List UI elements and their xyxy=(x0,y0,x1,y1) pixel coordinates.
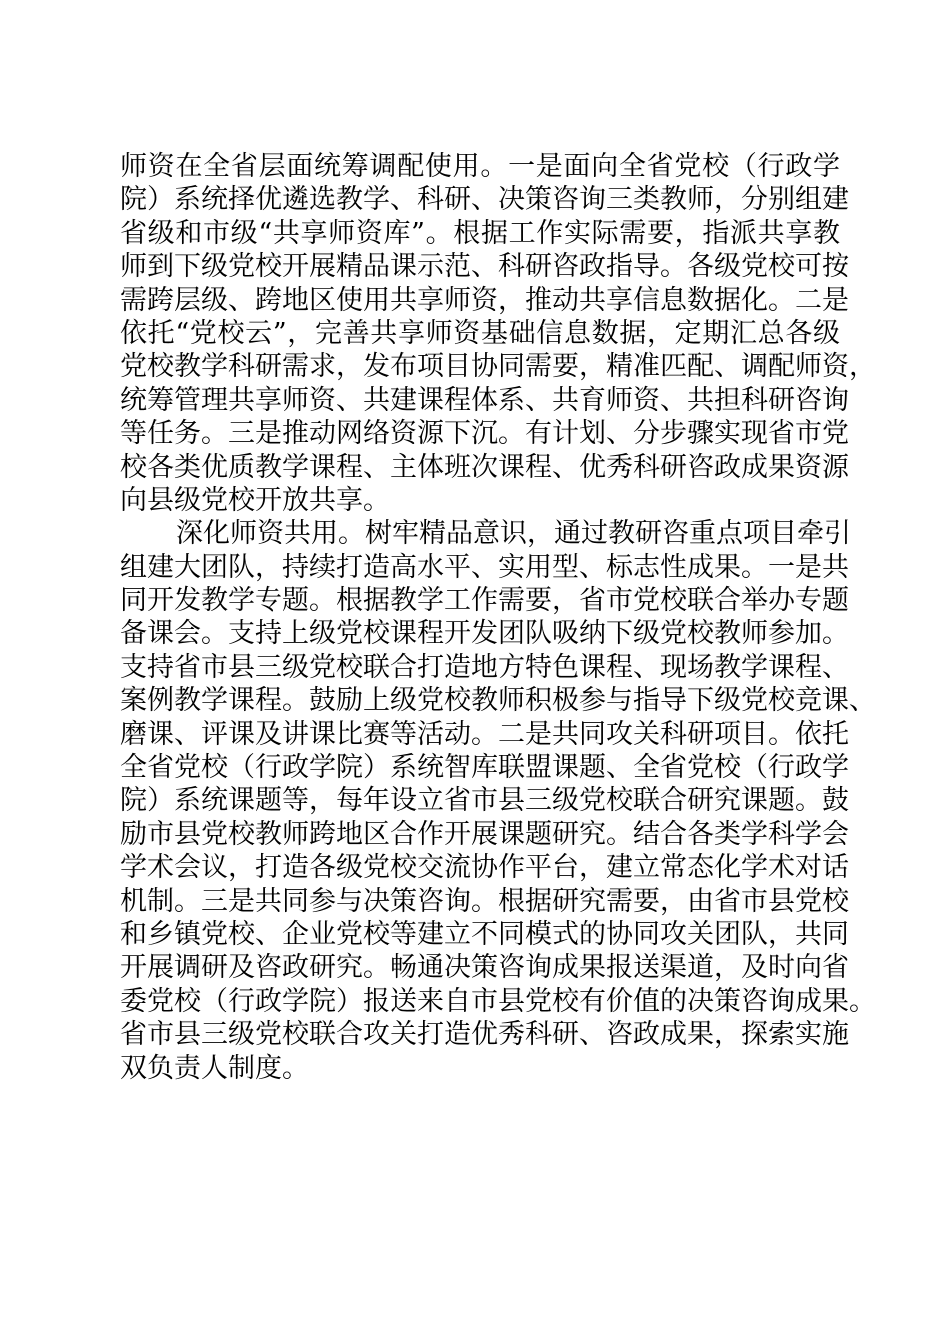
paragraph-line: 师到下级党校开展精品课示范、科研咨政指导。各级党校可按 xyxy=(120,251,849,283)
paragraph-line: 支持省市县三级党校联合打造地方特色课程、现场教学课程、 xyxy=(120,651,849,683)
paragraph-line: 备课会。支持上级党校课程开发团队吸纳下级党校教师参加。 xyxy=(120,618,849,650)
paragraph-line: 省级和市级“共享师资库”。根据工作实际需要，指派共享教 xyxy=(120,217,840,249)
paragraph-line: 委党校（行政学院）报送来自市县党校有价值的决策咨询成果。 xyxy=(120,985,876,1017)
paragraph-line: 党校教学科研需求，发布项目协同需要，精准匹配、调配师资， xyxy=(120,351,876,383)
paragraph-line: 磨课、评课及讲课比赛等活动。二是共同攻关科研项目。依托 xyxy=(120,718,849,750)
paragraph-line: 统筹管理共享师资、共建课程体系、共育师资、共担科研咨询 xyxy=(120,384,849,416)
paragraph-line: 依托“党校云”，完善共享师资基础信息数据，定期汇总各级 xyxy=(120,317,840,349)
document-body xyxy=(120,150,876,1085)
paragraph-line: 学术会议，打造各级党校交流协作平台，建立常态化学术对话 xyxy=(120,852,849,884)
paragraph-line: 组建大团队，持续打造高水平、实用型、标志性成果。一是共 xyxy=(120,551,849,583)
paragraph-line: 需跨层级、跨地区使用共享师资，推动共享信息数据化。二是 xyxy=(120,284,849,316)
paragraph-line: 向县级党校开放共享。 xyxy=(120,484,390,516)
paragraph-2 xyxy=(120,517,876,1085)
paragraph-line: 案例教学课程。鼓励上级党校教师积极参与指导下级党校竞课、 xyxy=(120,685,876,717)
paragraph-line: 校各类优质教学课程、主体班次课程、优秀科研咨政成果资源 xyxy=(120,451,849,483)
paragraph-line: 开展调研及咨政研究。畅通决策咨询成果报送渠道，及时向省 xyxy=(120,952,849,984)
paragraph-1 xyxy=(120,150,876,517)
paragraph-line: 等任务。三是推动网络资源下沉。有计划、分步骤实现省市党 xyxy=(120,418,849,450)
paragraph-line: 院）系统课题等，每年设立省市县三级党校联合研究课题。鼓 xyxy=(120,785,849,817)
paragraph-line: 机制。三是共同参与决策咨询。根据研究需要，由省市县党校 xyxy=(120,885,849,917)
paragraph-line: 同开发教学专题。根据教学工作需要，省市党校联合举办专题 xyxy=(120,585,849,617)
paragraph-line: 省市县三级党校联合攻关打造优秀科研、咨政成果，探索实施 xyxy=(120,1019,849,1051)
paragraph-line: 和乡镇党校、企业党校等建立不同模式的协同攻关团队，共同 xyxy=(120,918,849,950)
paragraph-line: 院）系统择优遴选教学、科研、决策咨询三类教师，分别组建 xyxy=(120,184,849,216)
paragraph-line: 深化师资共用。树牢精品意识，通过教研咨重点项目牵引 xyxy=(176,518,851,550)
paragraph-line: 全省党校（行政学院）系统智库联盟课题、全省党校（行政学 xyxy=(120,752,849,784)
paragraph-line: 励市县党校教师跨地区合作开展课题研究。结合各类学科学会 xyxy=(120,818,849,850)
paragraph-line: 双负责人制度。 xyxy=(120,1052,309,1084)
paragraph-line: 师资在全省层面统筹调配使用。一是面向全省党校（行政学 xyxy=(120,151,840,182)
